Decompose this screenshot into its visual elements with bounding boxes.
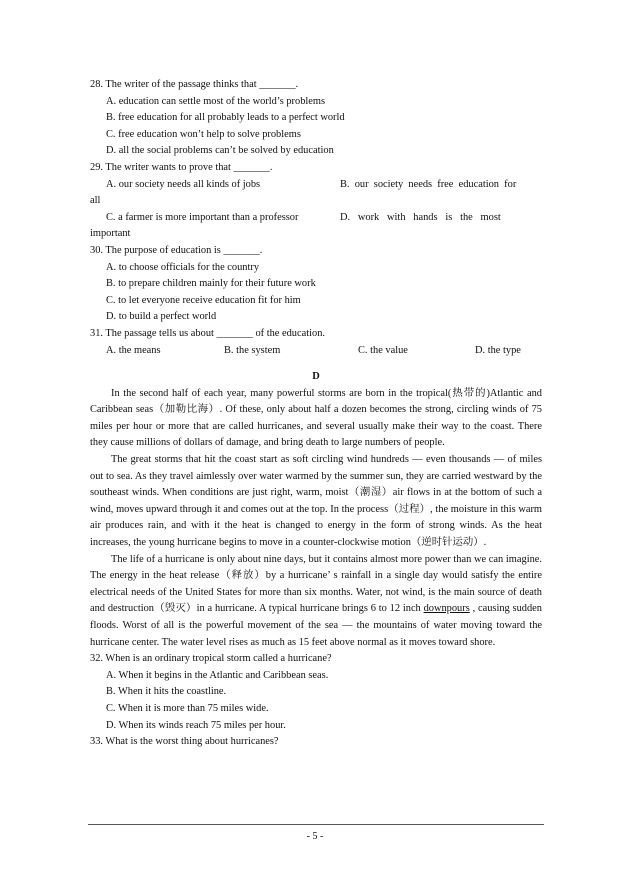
option: D. work with hands is the most	[340, 211, 501, 223]
passage-paragraph: In the second half of each year, many powerful storms are born in the tropical(热带的)Atlantic and Caribbean seas（加勒比海）. Of these, only about half a dozen becomes the strong, circling winds of 75 miles per hour or more that are called hurricanes, and several usually make their way to the coast. There they cause millions of dollars of damage, and bring death to large numbers of people.	[90, 387, 542, 449]
option: A. the means	[106, 344, 161, 356]
question-29	[90, 160, 542, 243]
question-31	[90, 326, 542, 359]
option: A. to choose officials for the country	[106, 261, 260, 273]
question-stem: 28. The writer of the passage thinks that _______.	[90, 79, 299, 90]
option: C. When it is more than 75 miles wide.	[106, 702, 269, 714]
option: C. to let everyone receive education fit for him	[106, 294, 301, 306]
question-33	[90, 734, 542, 751]
paragraph-text: , causing sudden floods. Worst of all is the powerful movement of the sea — the mountains of water moving toward the hurricane center. The water level rises as much as 15 feet above normal as it moves toward shore.	[90, 603, 542, 648]
option: B. our society needs free education for	[340, 178, 517, 190]
option: A. our society needs all kinds of jobs	[106, 178, 261, 190]
option: D. to build a perfect world	[106, 311, 217, 323]
option-wrap: all	[90, 195, 101, 207]
option: B. the system	[224, 344, 281, 356]
question-stem: 33. What is the worst thing about hurricanes?	[90, 736, 279, 748]
question-30	[90, 243, 542, 326]
option-row	[90, 343, 542, 360]
question-stem: 32. When is an ordinary tropical storm called a hurricane?	[90, 653, 332, 665]
question-32	[90, 651, 542, 734]
option: B. When it hits the coastline.	[106, 686, 227, 698]
passage-paragraph	[90, 552, 542, 652]
footer-divider	[88, 824, 544, 825]
option: A. education can settle most of the world’s problems	[106, 95, 326, 107]
option: B. free education for all probably leads to a perfect world	[106, 112, 345, 124]
passage-paragraph: The great storms that hit the coast start as soft circling wind hundreds — even thousands — of miles out to sea. As they travel aimlessly over water warmed by the summer sun, they are carried westward by the southeast winds. When conditions are just right, warm, moist（潮湿）air flows in at the bottom of such a wind, moves upward through it and comes out at the top. In the process（过程）, the moisture in this warm air produces rain, and with it the heat is changed to energy in the form of strong winds. As the heat increases, the young hurricane begins to move in a counter-clockwise motion（逆时针运动）.	[90, 454, 542, 549]
question-stem: 31. The passage tells us about _______ of the education.	[90, 327, 325, 339]
page-content	[90, 77, 542, 751]
question-28	[90, 77, 542, 160]
option-wrap: important	[90, 228, 131, 240]
option: D. all the social problems can’t be solved by education	[106, 145, 334, 157]
underlined-word: downpours	[423, 603, 470, 615]
option: C. a farmer is more important than a professor	[106, 211, 299, 223]
option: B. to prepare children mainly for their future work	[106, 278, 316, 290]
option: C. free education won’t help to solve problems	[106, 128, 301, 140]
option: D. the type	[475, 344, 521, 356]
option: D. When its winds reach 75 miles per hour.	[106, 719, 286, 731]
option-row	[90, 210, 542, 227]
option-row	[90, 177, 542, 194]
option: C. the value	[358, 344, 408, 356]
option: A. When it begins in the Atlantic and Caribbean seas.	[106, 669, 329, 681]
page-number: - 5 -	[306, 831, 324, 842]
paragraph-text: The life of a hurricane is only about nine days, but it contains almost more power than we can imagine. The energy in the heat release（释放）by a hurricane’ s rainfall in a single day would satisfy the entire electrical needs of the United States for more than six months. Water, not wind, is the main source of death and destruction（毁灭）in a hurricane. A typical hurricane brings 6 to 12 inch	[90, 553, 542, 615]
question-stem: 29. The writer wants to prove that _______.	[90, 161, 273, 173]
question-stem: 30. The purpose of education is _______.	[90, 244, 263, 256]
section-title: D	[312, 371, 320, 383]
